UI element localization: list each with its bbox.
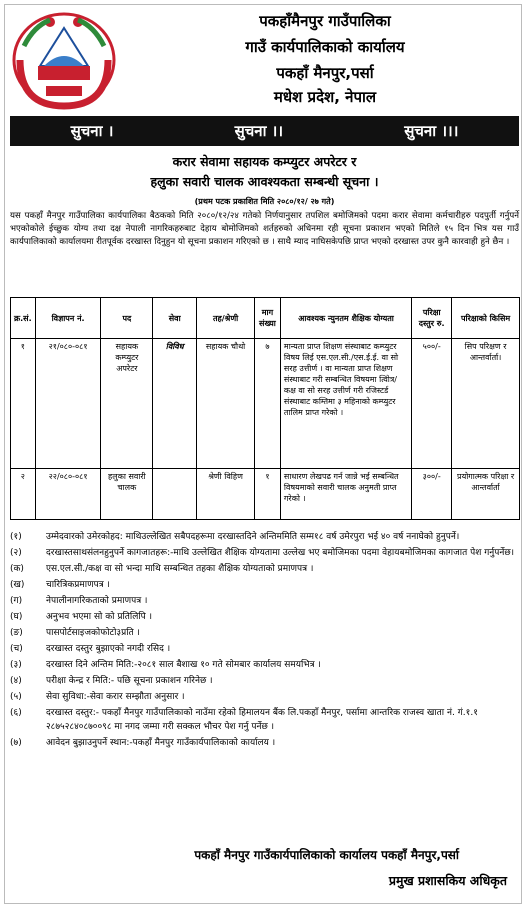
condition-item: [10, 690, 520, 704]
condition-item: [10, 642, 520, 656]
col-header-service: सेवा: [153, 298, 197, 339]
notice-title-line2: हलुका सवारी चालक आवश्यकता सम्बन्धी सूचना ।: [150, 174, 379, 189]
table-row: [11, 339, 520, 469]
condition-text: चारित्रिकप्रमाणपत्र ।: [46, 580, 110, 590]
condition-item: [10, 736, 520, 750]
condition-number: (ग): [10, 596, 23, 606]
cell-fee: ५००/-: [412, 339, 452, 469]
footer-signatory: प्रमुख प्रशासकिय अधिकृत: [388, 873, 507, 888]
condition-number: (३): [10, 660, 22, 670]
publish-date: (प्रथम पटक प्रकाशित मिति २०८०/१२/ २७ गते): [194, 197, 335, 206]
condition-number: (५): [10, 692, 22, 702]
condition-item: [10, 658, 520, 672]
col-header-exam: परिक्षाको किसिम: [452, 298, 520, 339]
col-header-qualification: आवश्यक न्युनतम शैक्षिक योग्यता: [280, 298, 411, 339]
condition-number: (१): [10, 532, 22, 542]
cell-adno: २१/०८०-०८१: [35, 339, 101, 469]
col-header-adno: विज्ञापन नं.: [35, 298, 101, 339]
condition-item: [10, 530, 520, 544]
table-header-row: [11, 298, 520, 339]
notice-title-line1: करार सेवामा सहायक कम्प्युटर अपरेटर र: [172, 154, 357, 169]
header-line-office: गाउँ कार्यपालिकाको कार्यालय: [245, 38, 405, 56]
col-header-level: तह/श्रेणी: [197, 298, 255, 339]
condition-text: पासपोर्टसाइजकोफोटो३प्रति ।: [46, 628, 140, 638]
condition-number: (२): [10, 548, 22, 558]
condition-item: [10, 706, 520, 734]
condition-text: दरखास्त दस्तुर बुझाएको नगदी रसिद ।: [46, 644, 171, 654]
cell-service: विविध: [153, 339, 197, 469]
condition-item: [10, 546, 520, 560]
condition-text: एस.एल.सी./कक्ष वा सो भन्दा माथि सम्बन्धित तहका शैक्षिक योग्यताको प्रमाणपत्र ।: [46, 564, 314, 574]
condition-text: आवेदन बुझाउनुपर्ने स्थान:-पकहाँ मैनपुर गाउँकार्यपालिकाको कार्यालय ।: [46, 738, 276, 748]
cell-sn: १: [11, 339, 36, 469]
condition-number: (क): [10, 564, 24, 574]
banner-text-2: सुचना ।।: [234, 122, 284, 140]
cell-exam: सिप परिक्षण र आन्तर्वार्ता।: [452, 339, 520, 469]
cell-qualification: मान्यता प्राप्त शिक्षण संस्थाबाट कम्प्युटर विषय लिई एस.एल.सी./एस.ई.ई. वा सो सरह उत्तीर्ण । वा मान्यता प्राप्त शिक्षण संस्थाबाट गरी सम्बन्धित विषयमा त्विोत्र/ कक्ष वा सो सरह उत्तीर्ण गरी रजिस्टर्ड संस्थाबाट कम्तिमा ३ महिनाको कम्प्युटर तालिम प्राप्त गरेको ।: [280, 339, 411, 469]
condition-text: सेवा सुविधा:-सेवा करार सम्झौता अनुसार ।: [46, 692, 185, 702]
condition-number: (ख): [10, 580, 25, 590]
cell-qualification: साधारण लेखपढ गर्न जान्ने भई सम्बन्धित विषयमाको सवारी चालक अनुमती प्राप्त गरेको ।: [280, 469, 411, 520]
notice-banner: [10, 116, 519, 146]
condition-text: दरखास्त दिने अन्तिम मिति:-२०८१ साल बैशाख १० गते सोमबार कार्यालय समयभित्र ।: [46, 660, 321, 670]
condition-text: परीक्षा केन्द्र र मिति:- पछि सूचना प्रकाशन गरिनेछ ।: [46, 676, 213, 686]
condition-text: दरखास्त दस्तुर:- पकहाँ मैनपुर गाउँपालिकाको नाउँमा रहेको हिमालयन बैंक लि.पकहाँ मैनपुर, पर्सामा आन्तरिक राजस्व खाता नं. गं.१.१ २८७५२८४०८७००९८ मा नगद जम्मा गरी सक्कल भौचर पेश गर्नु पर्नेछ ।: [46, 708, 478, 732]
condition-item: [10, 674, 520, 688]
footer-office: पकहाँ मैनपुर गाउँकार्यपालिकाको कार्यालय पकहाँ मैनपुर,पर्सा: [194, 848, 459, 862]
nepal-emblem-icon: [10, 6, 118, 110]
table-row: [11, 469, 520, 520]
cell-level: सहायक चौथो: [197, 339, 255, 469]
cell-adno: २२/०८०-०८१: [35, 469, 101, 520]
banner-text-3: सुचना ।।।: [404, 122, 459, 140]
col-header-post: पद: [101, 298, 153, 339]
header-line-address: पकहाँ मैनपुर,पर्सा: [276, 64, 374, 82]
cell-post: सहायक कम्प्युटर अपरेटर: [101, 339, 153, 469]
condition-text: उम्मेदवारको उमेरकोहद: माथिउल्लेखित सबैपदहरूमा दरखास्तदिने अन्तिममिति सम्म१८ वर्ष उमेरपुरा भई ४० वर्ष ननाघेको हुनुपर्ने।: [46, 532, 460, 542]
condition-item: [10, 594, 520, 608]
condition-text: दरखास्तसाथसंलनहुनुपर्ने कागजातहरू:-माथि उल्लेखित शैक्षिक योग्यतामा उल्लेख भए बमोजिमका पदमा वेहायबमोजिमका कागजात पेश गर्नुपर्नेछ।: [46, 548, 515, 558]
cell-exam: प्रयोगात्मक परिक्षा र आन्तर्वार्ता: [452, 469, 520, 520]
header-line-municipality: पकहाँमैनपुर गाउँपालिका: [259, 12, 391, 30]
condition-number: (घ): [10, 612, 23, 622]
condition-number: (४): [10, 676, 22, 686]
cell-fee: ३००/-: [412, 469, 452, 520]
condition-number: (६): [10, 708, 22, 718]
condition-number: (ङ): [10, 628, 23, 638]
condition-text: अनुभव भएमा सो को प्रतिलिपि ।: [46, 612, 153, 622]
cell-level: श्रेणी विहिण: [197, 469, 255, 520]
header-line-province: मधेश प्रदेश, नेपाल: [273, 88, 377, 106]
condition-item: [10, 610, 520, 624]
condition-item: [10, 578, 520, 592]
conditions-list: [10, 530, 520, 752]
cell-post: हलुका सवारी चालक: [101, 469, 153, 520]
condition-text: नेपालीनागरिकताको प्रमाणपत्र ।: [46, 596, 148, 606]
intro-paragraph: यस पकहाँ मैनपुर गाउँपालिका कार्यपालिका बैठकको मिति २०८०/१२/२४ गतेको निर्णयानुसार तपशिल बमोजिमको पदमा करार सेवामा कर्मचारीहरु पदपुर्ती गर्नुपर्ने भएकोकोले ईच्छुक योग्य तथा दक्ष नेपाली नागरिकहरुबाट देहाय बोमोजिमको शर्तहरुको अधिनमा रही सूचना प्रकाशन भएको मितिले १५ दिन भित्र यस गाउँ कार्यपालिकाको कार्यालयमा रीतपूर्वक दरखास्त दिनुहुन यो सूचना प्रकाशन गरिएको छ । साथै म्याद नाघिसकेपछि प्राप्त भएको दरखास्त उपर कुनै कारवाही हुने छैन ।: [10, 211, 519, 247]
banner-text-1: सुचना ।: [70, 122, 114, 140]
vacancy-table: [10, 297, 520, 520]
cell-sn: २: [11, 469, 36, 520]
cell-count: ७: [254, 339, 280, 469]
col-header-count: माग संख्या: [254, 298, 280, 339]
col-header-fee: परिक्षा दस्तुर रु.: [412, 298, 452, 339]
cell-service: [153, 469, 197, 520]
col-header-sn: क्र.सं.: [11, 298, 36, 339]
condition-number: (७): [10, 738, 22, 748]
cell-count: १: [254, 469, 280, 520]
condition-item: [10, 562, 520, 576]
condition-number: (च): [10, 644, 23, 654]
condition-item: [10, 626, 520, 640]
